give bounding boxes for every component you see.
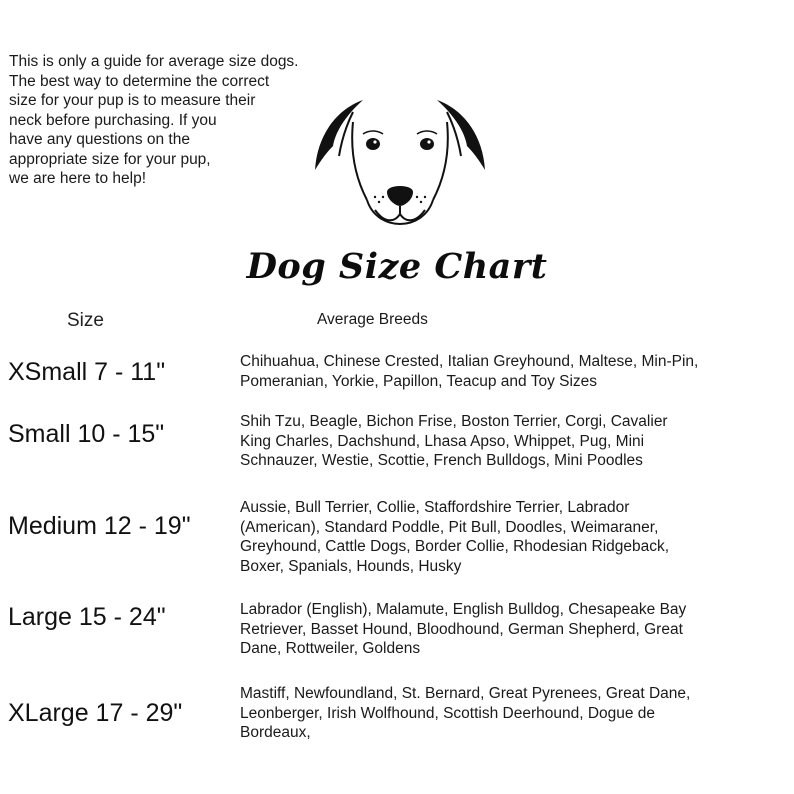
intro-line: size for your pup is to measure their: [9, 92, 256, 109]
size-xlarge: XLarge 17 - 29": [8, 699, 183, 727]
breeds-large: [240, 600, 788, 659]
size-small: Small 10 - 15": [8, 420, 165, 448]
breeds-medium: [240, 498, 788, 576]
size-xsmall: XSmall 7 - 11": [8, 358, 166, 386]
breed-line: King Charles, Dachshund, Lhasa Apso, Whippet, Pug, Mini: [240, 432, 645, 450]
size-medium: Medium 12 - 19": [8, 512, 191, 540]
breed-line: (American), Standard Poddle, Pit Bull, Doodles, Weimaraner,: [240, 518, 659, 536]
breed-line: Dane, Rottweiler, Goldens: [240, 640, 421, 657]
intro-line: The best way to determine the correct: [9, 72, 270, 90]
breeds-small: [240, 412, 788, 471]
breeds-xsmall: [240, 352, 788, 391]
breed-line: Greyhound, Cattle Dogs, Border Collie, Rhodesian Ridgeback,: [240, 538, 670, 555]
breed-line: Shih Tzu, Beagle, Bichon Frise, Boston Terrier, Corgi, Cavalier: [240, 413, 668, 430]
breed-line: Boxer, Spanials, Hounds, Husky: [240, 557, 462, 575]
intro-line: we are here to help!: [9, 170, 147, 187]
breed-line: Chihuahua, Chinese Crested, Italian Greyhound, Maltese, Min-Pin,: [240, 353, 699, 370]
breed-line: Labrador (English), Malamute, English Bulldog, Chesapeake Bay: [240, 601, 687, 618]
size-large: Large 15 - 24": [8, 603, 166, 631]
breeds-xlarge: [240, 684, 788, 743]
breed-line: Leonberger, Irish Wolfhound, Scottish Deerhound, Dogue de: [240, 704, 656, 722]
page-title: Dog Size Chart: [246, 246, 548, 287]
breed-line: Bordeaux,: [240, 724, 311, 741]
size-column-header: Size: [67, 310, 104, 331]
breed-line: Retriever, Basset Hound, Bloodhound, German Shepherd, Great: [240, 620, 683, 638]
breed-line: Pomeranian, Yorkie, Papillon, Teacup and Toy Sizes: [240, 372, 598, 390]
breed-line: Mastiff, Newfoundland, St. Bernard, Great Pyrenees, Great Dane,: [240, 685, 691, 702]
dog-face-icon: [305, 82, 495, 242]
breed-line: Aussie, Bull Terrier, Collie, Staffordshire Terrier, Labrador: [240, 499, 630, 516]
breeds-column-header: Average Breeds: [317, 311, 428, 328]
breed-line: Schnauzer, Westie, Scottie, French Bulldogs, Mini Poodles: [240, 452, 643, 469]
intro-line: appropriate size for your pup,: [9, 150, 211, 168]
intro-line: have any questions on the: [9, 131, 190, 148]
intro-line: This is only a guide for average size dogs.: [9, 53, 299, 70]
intro-line: neck before purchasing. If you: [9, 111, 217, 129]
